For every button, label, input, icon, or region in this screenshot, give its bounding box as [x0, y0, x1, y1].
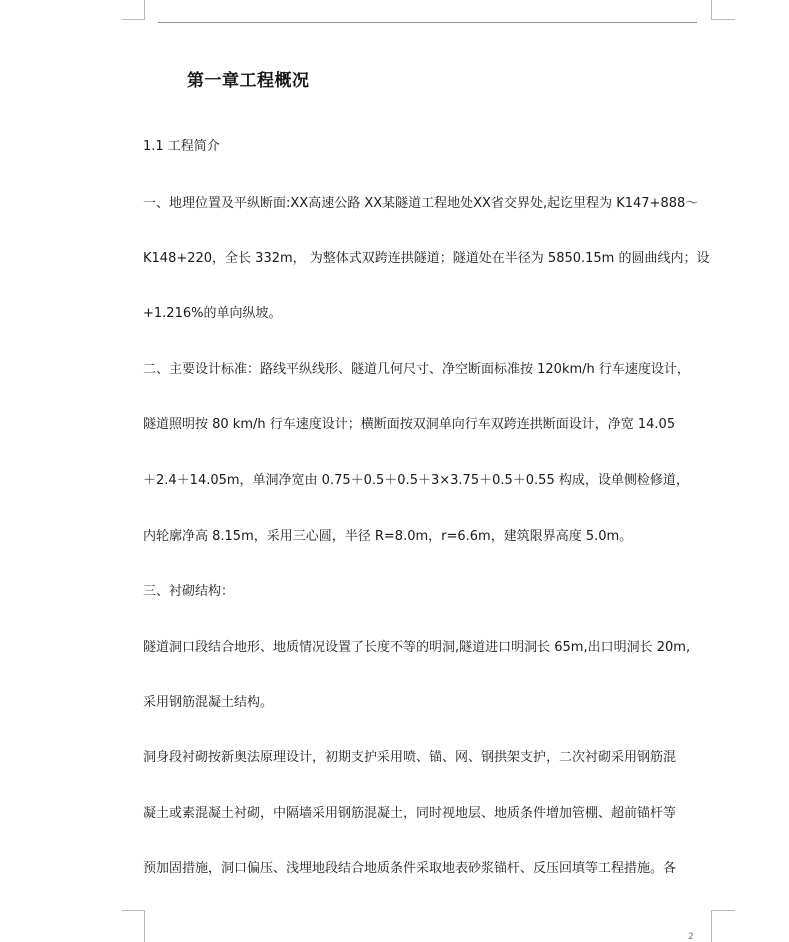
- crop-mark-top-left-vertical: [144, 0, 145, 20]
- crop-mark-bottom-right-vertical: [711, 910, 712, 942]
- crop-mark-top-right-horizontal: [711, 19, 735, 20]
- text-line: 隧道照明按 80 km/h 行车速度设计；横断面按双洞单向行车双跨连拱断面设计，净宽 14.05: [143, 417, 676, 432]
- crop-mark-bottom-right-horizontal: [711, 910, 735, 911]
- text-line: 采用钢筋混凝土结构。: [143, 695, 274, 710]
- text-line: 隧道洞口段结合地形、地质情况设置了长度不等的明洞,隧道进口明洞长 65m,出口明洞长 20m,: [143, 640, 691, 655]
- header-rule: [158, 22, 697, 23]
- crop-mark-top-left-horizontal: [122, 19, 144, 20]
- text-line: K148+220，全长 332m， 为整体式双跨连拱隧道；隧道处在半径为 5850.15m 的圆曲线内；设: [143, 251, 710, 266]
- text-line: 预加固措施，洞口偏压、浅埋地段结合地质条件采取地表砂浆锚杆、反压回填等工程措施。各: [143, 861, 677, 876]
- text-line: 洞身段衬砌按新奥法原理设计，初期支护采用喷、锚、网、钢拱架支护，二次衬砌采用钢筋混: [143, 750, 677, 765]
- text-line: 一、地理位置及平纵断面:XX高速公路 XX某隧道工程地处XX省交界处,起讫里程为 K147+888～: [143, 196, 699, 211]
- crop-mark-top-right-vertical: [711, 0, 712, 20]
- text-line: 二、主要设计标准：路线平纵线形、隧道几何尺寸、净空断面标准按 120km/h 行车速度设计，: [143, 362, 690, 377]
- crop-mark-bottom-left-vertical: [144, 910, 145, 942]
- text-line: 三、衬砌结构：: [143, 584, 235, 599]
- crop-mark-bottom-left-horizontal: [122, 910, 144, 911]
- page-number: 2: [688, 932, 694, 942]
- text-line: ＋2.4＋14.05m，单洞净宽由 0.75＋0.5＋0.5＋3×3.75＋0.5＋0.55 构成，设单侧检修道，: [143, 473, 689, 488]
- text-line: 内轮廓净高 8.15m，采用三心圆，半径 R=8.0m，r=6.6m，建筑限界高度 5.0m。: [143, 529, 633, 544]
- text-line: 1.1 工程简介: [143, 139, 220, 154]
- text-line: +1.216%的单向纵坡。: [143, 306, 282, 321]
- text-line: 凝土或素混凝土衬砌，中隔墙采用钢筋混凝土，同时视地层、地质条件增加管棚、超前锚杆等: [143, 806, 677, 821]
- chapter-title: 第一章工程概况: [187, 71, 310, 91]
